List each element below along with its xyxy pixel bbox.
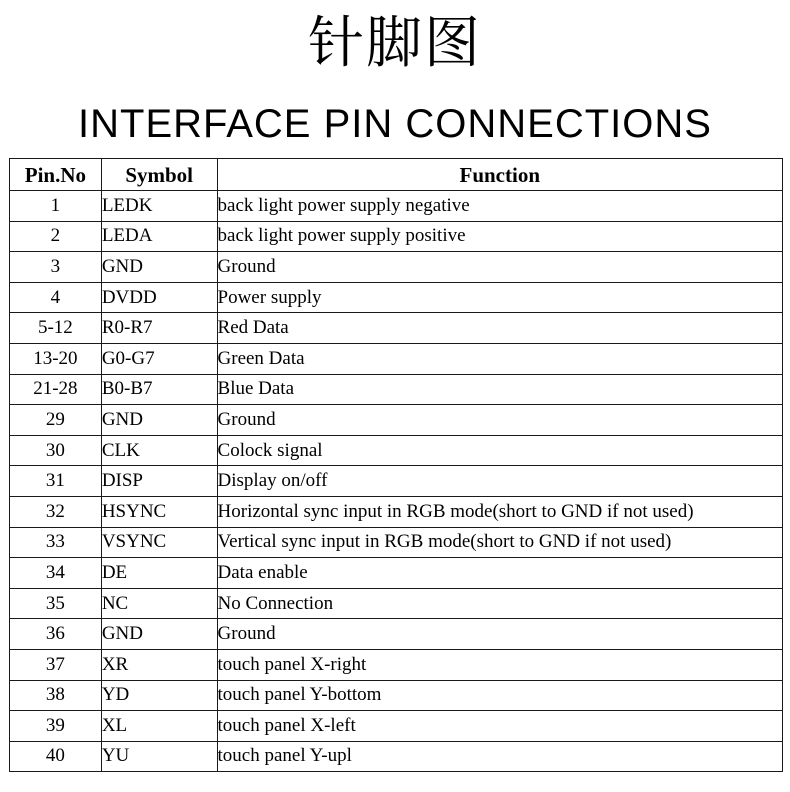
column-header-function: Function [217, 159, 782, 191]
pin-number-cell: 39 [10, 711, 102, 742]
pin-number-cell: 37 [10, 649, 102, 680]
symbol-cell: GND [101, 405, 217, 436]
table-row [10, 741, 783, 772]
pin-number-cell: 29 [10, 405, 102, 436]
function-cell: No Connection [217, 588, 782, 619]
function-cell: back light power supply negative [217, 191, 782, 222]
function-cell: Blue Data [217, 374, 782, 405]
pin-connections-table [9, 158, 783, 772]
table-row [10, 313, 783, 344]
table-row [10, 588, 783, 619]
table-row [10, 252, 783, 283]
symbol-cell: XR [101, 649, 217, 680]
table-row [10, 619, 783, 650]
pin-number-cell: 5-12 [10, 313, 102, 344]
table-row [10, 680, 783, 711]
pin-number-cell: 35 [10, 588, 102, 619]
function-cell: Colock signal [217, 435, 782, 466]
table-row [10, 282, 783, 313]
function-cell: Ground [217, 252, 782, 283]
table-row [10, 496, 783, 527]
pin-number-cell: 4 [10, 282, 102, 313]
pin-number-cell: 3 [10, 252, 102, 283]
table-row [10, 221, 783, 252]
function-cell: Power supply [217, 282, 782, 313]
symbol-cell: B0-B7 [101, 374, 217, 405]
symbol-cell: XL [101, 711, 217, 742]
symbol-cell: R0-R7 [101, 313, 217, 344]
table-row [10, 435, 783, 466]
table-row [10, 527, 783, 558]
symbol-cell: GND [101, 619, 217, 650]
function-cell: Data enable [217, 558, 782, 589]
symbol-cell: DE [101, 558, 217, 589]
table-header-row [10, 159, 783, 191]
function-cell: Vertical sync input in RGB mode(short to GND if not used) [217, 527, 782, 558]
page-title-chinese: 针脚图 [308, 11, 482, 76]
symbol-cell: YD [101, 680, 217, 711]
function-cell: Green Data [217, 343, 782, 374]
table-row [10, 405, 783, 436]
table-row [10, 711, 783, 742]
table-row [10, 191, 783, 222]
symbol-cell: YU [101, 741, 217, 772]
function-cell: touch panel X-left [217, 711, 782, 742]
table-row [10, 343, 783, 374]
pin-number-cell: 38 [10, 680, 102, 711]
column-header-symbol: Symbol [101, 159, 217, 191]
table-body [10, 191, 783, 772]
pin-number-cell: 40 [10, 741, 102, 772]
symbol-cell: DISP [101, 466, 217, 497]
function-cell: back light power supply positive [217, 221, 782, 252]
table-row [10, 649, 783, 680]
pin-number-cell: 1 [10, 191, 102, 222]
function-cell: Red Data [217, 313, 782, 344]
symbol-cell: GND [101, 252, 217, 283]
table-row [10, 558, 783, 589]
function-cell: touch panel X-right [217, 649, 782, 680]
symbol-cell: LEDA [101, 221, 217, 252]
column-header-pin-no: Pin.No [10, 159, 102, 191]
pin-number-cell: 36 [10, 619, 102, 650]
function-cell: touch panel Y-upl [217, 741, 782, 772]
pin-number-cell: 30 [10, 435, 102, 466]
function-cell: Ground [217, 619, 782, 650]
pin-number-cell: 21-28 [10, 374, 102, 405]
symbol-cell: VSYNC [101, 527, 217, 558]
pin-number-cell: 33 [10, 527, 102, 558]
symbol-cell: LEDK [101, 191, 217, 222]
pin-number-cell: 2 [10, 221, 102, 252]
pin-number-cell: 13-20 [10, 343, 102, 374]
pin-number-cell: 34 [10, 558, 102, 589]
table-row [10, 466, 783, 497]
function-cell: Display on/off [217, 466, 782, 497]
function-cell: Ground [217, 405, 782, 436]
symbol-cell: HSYNC [101, 496, 217, 527]
table-row [10, 374, 783, 405]
page-title: INTERFACE PIN CONNECTIONS [78, 102, 712, 146]
symbol-cell: CLK [101, 435, 217, 466]
table-header [10, 159, 783, 191]
function-cell: Horizontal sync input in RGB mode(short to GND if not used) [217, 496, 782, 527]
pin-number-cell: 32 [10, 496, 102, 527]
symbol-cell: DVDD [101, 282, 217, 313]
pin-number-cell: 31 [10, 466, 102, 497]
symbol-cell: NC [101, 588, 217, 619]
function-cell: touch panel Y-bottom [217, 680, 782, 711]
symbol-cell: G0-G7 [101, 343, 217, 374]
